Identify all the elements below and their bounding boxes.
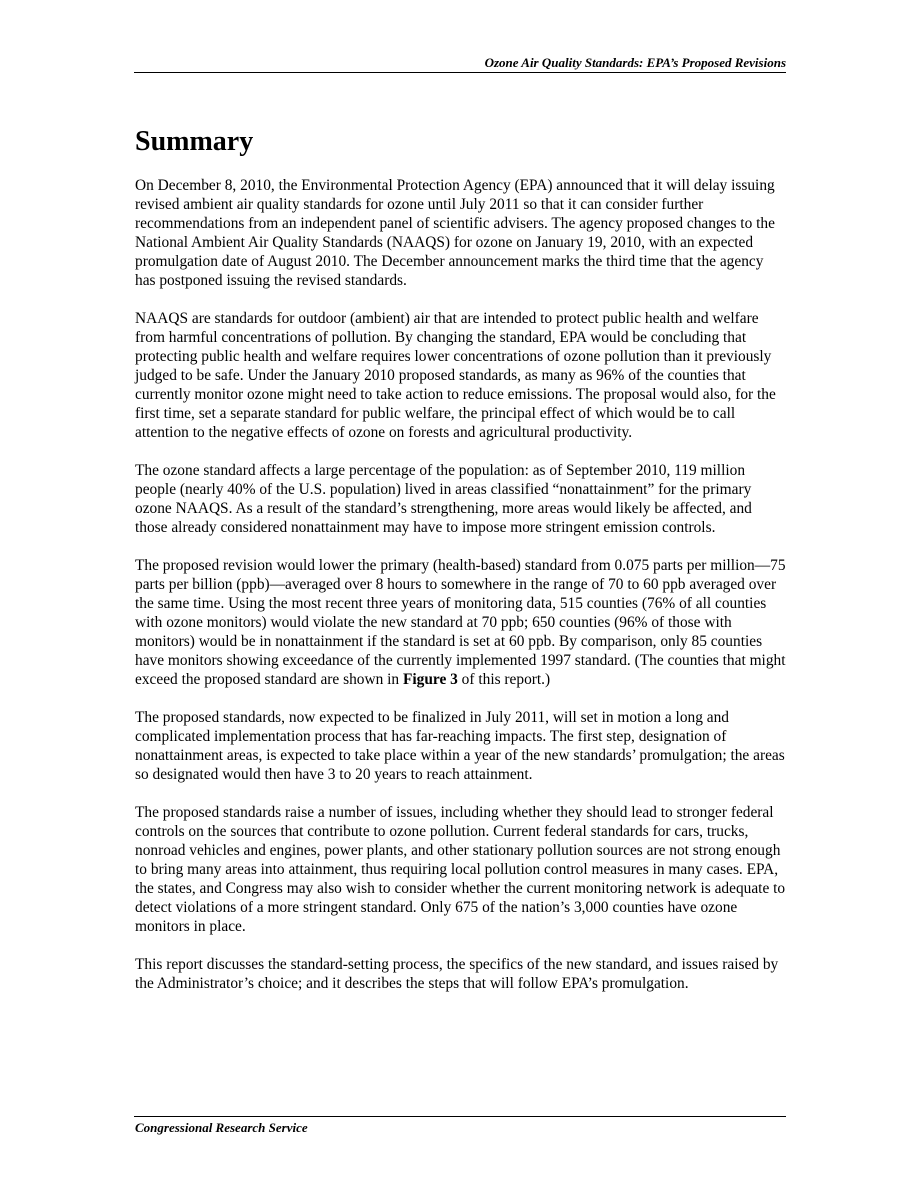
section-title: Summary [135,126,254,157]
paragraph-proposed-revision-text: The proposed revision would lower the primary (health-based) standard from 0.075 parts per million—75 parts per billion (ppb)—averaged over 8 hours to somewhere in the range of 70 to 60 ppb averaged over the same time. Using the most recent three years of monitoring data, 515 counties (76% of all counties with ozone monitors) would violate the new standard at 70 ppb; 650 counties (96% of those with monitors) would be in nonattainment if the standard is set at 60 ppb. By comparison, only 85 counties have monitors showing exceedance of the currently implemented 1997 standard. (The counties that might exceed the proposed standard are shown in [135,557,786,688]
paragraph-population-affected: The ozone standard affects a large percentage of the population: as of September 2010, 119 million people (nearly 40% of the U.S. population) lived in areas classified “nonattainment” for the primary ozone NAAQS. As a result of the standard’s strengthening, more areas would likely be affected, and those already considered nonattainment may have to impose more stringent emission controls. [135,462,752,536]
paragraph-issues: The proposed standards raise a number of issues, including whether they should lead to stronger federal controls on the sources that contribute to ozone pollution. Current federal standards for cars, trucks, nonroad vehicles and engines, power plants, and other stationary pollution sources are not strong enough to bring many areas into attainment, thus requiring local pollution control measures in many cases. EPA, the states, and Congress may also wish to consider whether the current monitoring network is adequate to detect violations of a more stringent standard. Only 675 of the nation’s 3,000 counties have ozone monitors in place. [135,804,786,935]
figure-reference: Figure 3 [402,671,458,688]
paragraph-proposed-revision-tail: of this report.) [457,671,551,688]
paragraph-implementation: The proposed standards, now expected to be finalized in July 2011, will set in motion a long and complicated implementation process that has far-reaching impacts. The first step, designation of nonattainment areas, is expected to take place within a year of the new standards’ promulgation; the areas so designated would then have 3 to 20 years to reach attainment. [135,709,785,783]
paragraph-report-scope: This report discusses the standard-setting process, the specifics of the new standard, and issues raised by the Administrator’s choice; and it describes the steps that will follow EPA’s promulgation. [135,956,779,992]
header-divider [134,72,786,73]
paragraph-delay-announcement: On December 8, 2010, the Environmental Protection Agency (EPA) announced that it will delay issuing revised ambient air quality standards for ozone until July 2011 so that it can consider further recommendations from an independent panel of scientific advisers. The agency proposed changes to the National Ambient Air Quality Standards (NAAQS) for ozone on January 19, 2010, with an expected promulgation date of August 2010. The December announcement marks the third time that the agency has postponed issuing the revised standards. [135,177,775,289]
running-footer: Congressional Research Service [135,1120,308,1135]
footer-divider [134,1116,786,1117]
summary-body [135,176,787,1012]
paragraph-naaqs-definition: NAAQS are standards for outdoor (ambient) air that are intended to protect public health and welfare from harmful concentrations of pollution. By changing the standard, EPA would be concluding that protecting public health and welfare requires lower concentrations of ozone pollution than it previously judged to be safe. Under the January 2010 proposed standards, as many as 96% of the counties that currently monitor ozone might need to take action to reduce emissions. The proposal would also, for the first time, set a separate standard for public welfare, the principal effect of which would be to call attention to the negative effects of ozone on forests and agricultural productivity. [135,310,776,441]
running-header: Ozone Air Quality Standards: EPA’s Proposed Revisions [484,55,786,70]
paragraph-proposed-revision [135,556,787,689]
